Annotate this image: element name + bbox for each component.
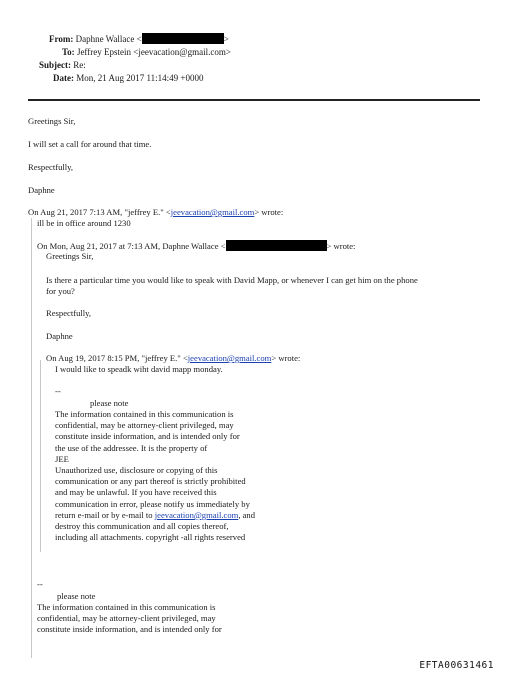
disclaimer-line: including all attachments. copyright -all rights reserved [55,532,246,543]
quote-bar [40,360,41,552]
quote1-text: ill be in office around 1230 [37,218,131,228]
quote1-attribution-pre: On Aug 21, 2017 7:13 AM, "jeffrey E." < [28,207,171,217]
from-name: Daphne Wallace < [75,34,142,44]
quote1-email-link[interactable]: jeevacation@gmail.com [170,207,255,217]
disclaimer-email-pre: return e-mail or by e-mail to [55,509,155,520]
disclaimer-email-post: , and [238,509,256,520]
body-closing: Respectfully, [28,162,74,172]
quote2-attribution-post: > wrote: [326,241,356,251]
body-line: I will set a call for around that time. [28,139,152,149]
outer-disclaimer-body [37,602,222,636]
quote2-closing: Respectfully, [46,308,92,318]
outer-disclaimer-separator: -- [37,579,43,589]
date-label: Date: [53,73,74,83]
to-label: To: [62,47,75,57]
quote3-text: I would like to speadk wiht david mapp monday. [55,364,223,374]
quote2-attribution-pre: On Mon, Aug 21, 2017 at 7:13 AM, Daphne Wallace < [37,241,226,251]
subject-label: Subject: [39,60,71,70]
quote1-attribution-post: > wrote: [254,207,284,217]
outer-disclaimer-line: The information contained in this communication is [37,602,216,612]
to-value: Jeffrey Epstein <jeevacation@gmail.com> [76,47,231,57]
quote3-email-link[interactable]: jeevacation@gmail.com [187,353,272,363]
disclaimer-line: communication or any part thereof is strictly prohibited [55,476,246,487]
disclaimer-line: The information contained in this communication is [55,409,234,419]
quote2-greeting: Greetings Sir, [46,251,94,261]
redaction-block [142,33,224,44]
disclaimer-email-line [55,510,255,521]
subject-line [39,59,86,71]
disclaimer-heading: please note [90,398,129,408]
redaction-block [226,240,327,251]
quote1-attribution [28,207,283,218]
disclaimer-separator: -- [55,386,61,396]
quote-bar [31,218,32,658]
quote2-signature: Daphne [46,331,73,341]
quote2-line1: Is there a particular time you would like to speak with David Mapp, or whenever I can get him on the phone [46,275,418,285]
disclaimer-line: JEE [55,453,69,464]
date-line [53,72,204,84]
outer-disclaimer-line: constitute inside information, and is intended only for [37,624,222,635]
date-value: Mon, 21 Aug 2017 11:14:49 +0000 [76,73,204,83]
disclaimer-line: communication in error, please notify us immediately by [55,498,250,509]
from-tail: > [223,34,229,44]
body-greeting: Greetings Sir, [28,116,76,126]
disclaimer-line: Unauthorized use, disclosure or copying of this [55,465,218,476]
disclaimer-line: destroy this communication and all copies thereof, [55,521,229,532]
disclaimer-line: constitute inside information, and is intended only for [55,431,240,442]
document-id: EFTA00631461 [419,660,494,671]
quote3-attribution-pre: On Aug 19, 2017 8:15 PM, "jeffrey E." < [46,353,188,363]
disclaimer-line: and may be unlawful. If you have received this [55,487,217,498]
from-line [49,33,229,45]
outer-disclaimer-heading: please note [57,591,96,601]
body-signature: Daphne [28,185,55,195]
outer-disclaimer-line: confidential, may be attorney-client privileged, may [37,613,216,624]
disclaimer-line: the use of the addressee. It is the property of [55,442,208,453]
to-line [62,46,231,58]
quote3-attribution [46,353,300,364]
from-label: From: [49,34,74,44]
disclaimer-body [55,409,255,543]
quote2-line2: for you? [46,286,75,296]
subject-value: Re: [73,60,86,70]
disclaimer-email-link[interactable]: jeevacation@gmail.com [154,509,239,520]
disclaimer-line: confidential, may be attorney-client privileged, may [55,420,234,431]
quote3-attribution-post: > wrote: [271,353,301,363]
header-divider [28,99,480,101]
